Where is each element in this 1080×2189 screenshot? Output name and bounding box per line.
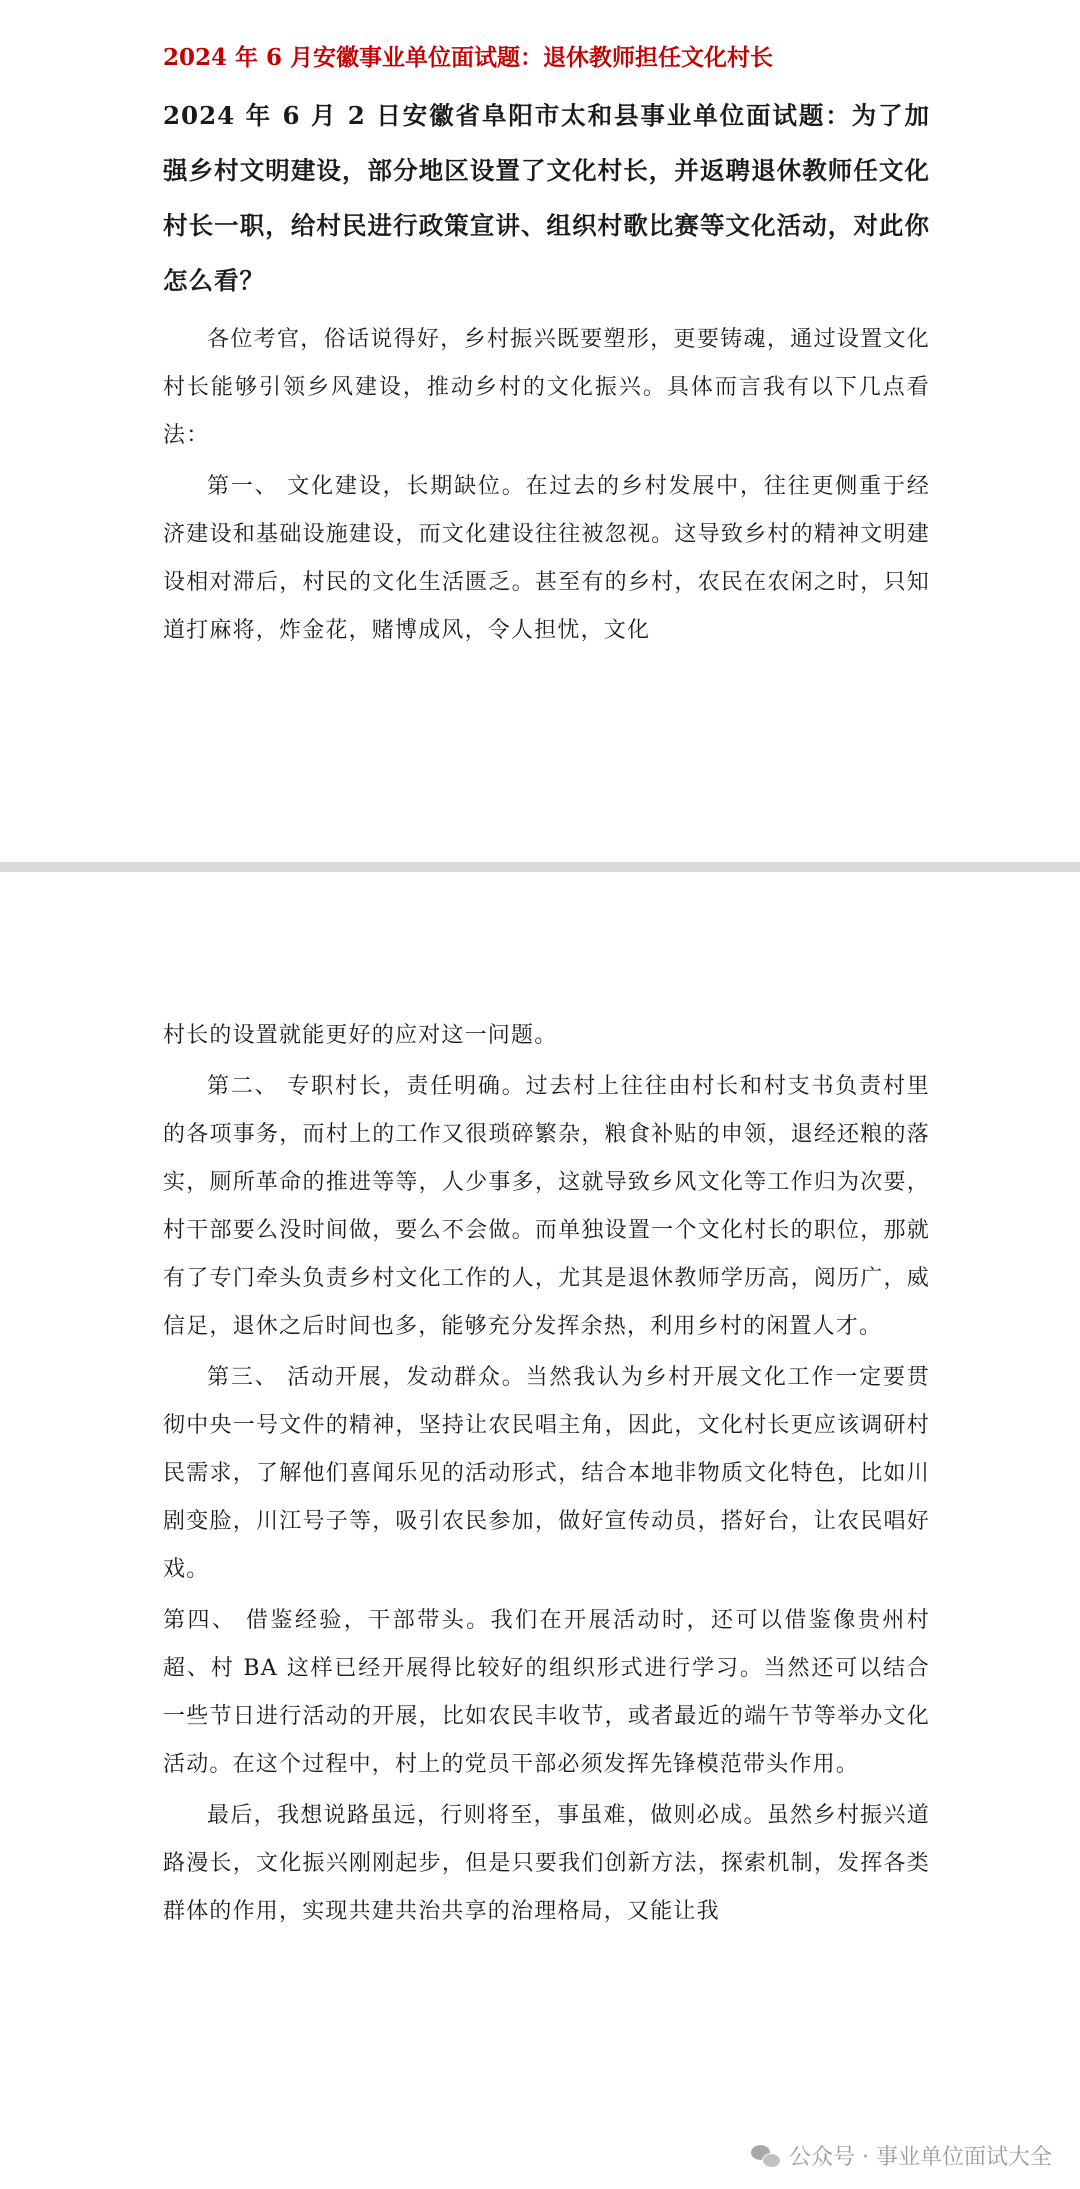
watermark-text: 公众号 · 事业单位面试大全 — [789, 2145, 1052, 2170]
document-title: 2024 年 6 月安徽事业单位面试题：退休教师担任文化村长 — [163, 44, 774, 71]
intro-paragraph: 各位考官，俗话说得好，乡村振兴既要塑形，更要铸魂，通过设置文化村长能够引领乡风建设，推动乡村的文化振兴。具体而言我有以下几点看法： — [163, 327, 930, 448]
interview-question: 2024 年 6 月 2 日安徽省阜阳市太和县事业单位面试题：为了加强乡村文明建设，部分地区设置了文化村长，并返聘退休教师任文化村长一职，给村民进行政策宣讲、组织村歌比赛等文化活动，对此你怎么看？ — [163, 101, 930, 295]
conclusion-paragraph: 最后，我想说路虽远，行则将至，事虽难，做则必成。虽然乡村振兴道路漫长，文化振兴刚刚起步，但是只要我们创新方法，探索机制，发挥各类群体的作用，实现共建共治共享的治理格局，又能让我 — [163, 1803, 930, 1924]
point-four-paragraph: 第四、 借鉴经验，干部带头。我们在开展活动时，还可以借鉴像贵州村超、村 BA 这样已经开展得比较好的组织形式进行学习。当然还可以结合一些节日进行活动的开展，比如农民丰收节，或者最近的端午节等举办文化活动。在这个过程中，村上的党员干部必须发挥先锋模范带头作用。 — [163, 1608, 930, 1777]
wechat-icon — [751, 2143, 781, 2169]
point-one-continuation: 村长的设置就能更好的应对这一问题。 — [163, 1023, 558, 1048]
document-page-1 — [0, 0, 1080, 862]
page-separator — [0, 862, 1080, 872]
document-page-2 — [0, 872, 1080, 2189]
point-one-paragraph: 第一、 文化建设，长期缺位。在过去的乡村发展中，往往更侧重于经济建设和基础设施建设，而文化建设往往被忽视。这导致乡村的精神文明建设相对滞后，村民的文化生活匮乏。甚至有的乡村，农民在农闲之时，只知道打麻将，炸金花，赌博成风，令人担忧，文化 — [163, 474, 930, 643]
point-two-paragraph: 第二、 专职村长，责任明确。过去村上往往由村长和村支书负责村里的各项事务，而村上的工作又很琐碎繁杂，粮食补贴的申领，退经还粮的落实，厕所革命的推进等等，人少事多，这就导致乡风文化等工作归为次要，村干部要么没时间做，要么不会做。而单独设置一个文化村长的职位，那就有了专门牵头负责乡村文化工作的人，尤其是退休教师学历高，阅历广，威信足，退休之后时间也多，能够充分发挥余热，利用乡村的闲置人才。 — [163, 1074, 930, 1339]
watermark — [741, 2136, 1062, 2175]
point-three-paragraph: 第三、 活动开展，发动群众。当然我认为乡村开展文化工作一定要贯彻中央一号文件的精神，坚持让农民唱主角，因此，文化村长更应该调研村民需求，了解他们喜闻乐见的活动形式，结合本地非物质文化特色，比如川剧变脸，川江号子等，吸引农民参加，做好宣传动员，搭好台，让农民唱好戏。 — [163, 1365, 930, 1582]
